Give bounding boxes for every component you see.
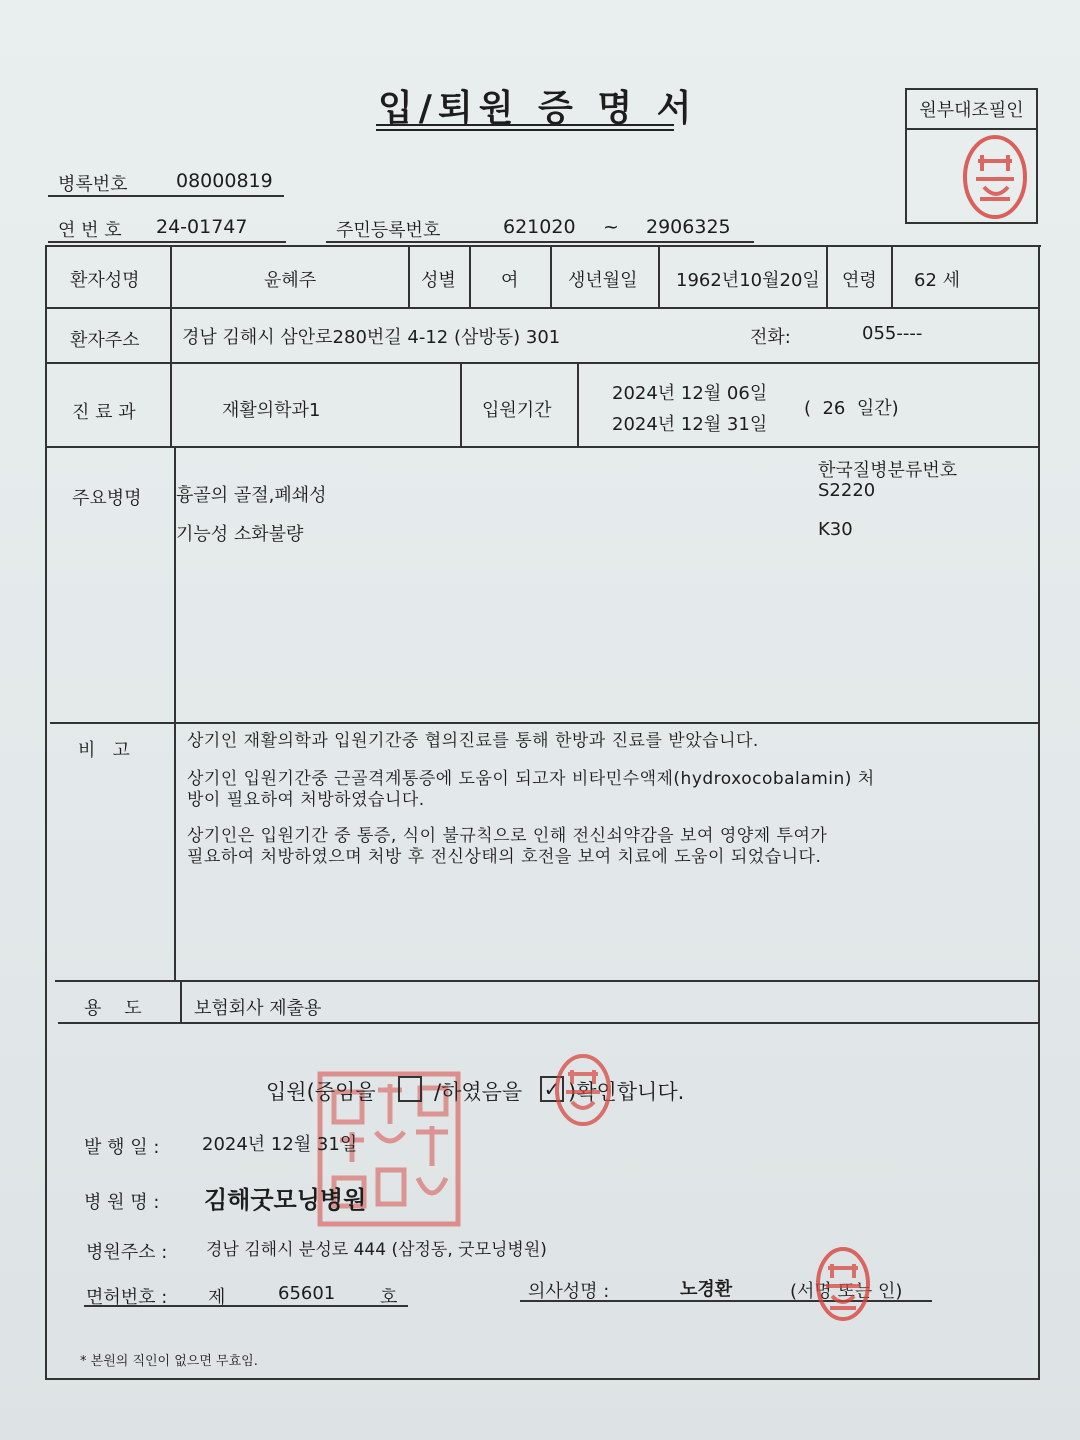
document-title: 입/퇴원 증 명 서 — [378, 88, 698, 129]
row-divider-5 — [55, 980, 1038, 982]
row-divider-4 — [50, 722, 1038, 724]
issue-date-label: 발 행 일 : — [84, 1137, 160, 1158]
admission-start: 2024년 12월 06일 — [612, 383, 768, 404]
patient-name-label: 환자성명 — [70, 270, 140, 291]
footnote: * 본원의 직인이 없으면 무효임. — [80, 1354, 258, 1369]
issue-date: 2024년 12월 31일 — [202, 1134, 358, 1155]
hospital-address: 경남 김해시 분성로 444 (삼정동, 굿모닝병원) — [206, 1240, 547, 1260]
seal-box-label: 원부대조필인 — [907, 90, 1036, 130]
rrn-label: 주민등록번호 — [336, 220, 441, 241]
diagnosis-name-2: 기능성 소화불량 — [176, 524, 304, 545]
verification-stamp-icon — [958, 133, 1032, 221]
chart-no-label: 병록번호 — [58, 174, 128, 195]
col-divider-sex — [408, 245, 410, 308]
remark-paragraph-3: 상기인은 입원기간 중 통증, 식이 불규칙으로 인해 전신쇠약감을 보여 영양제 투여가 필요하여 처방하였으며 처방 후 전신상태의 호전을 보여 치료에 도움이 되었습니다. — [187, 826, 828, 867]
chart-no-value: 08000819 — [176, 170, 273, 192]
rrn-underline — [326, 241, 754, 243]
address-label: 환자주소 — [70, 330, 140, 351]
doctor-seal-icon — [552, 1052, 614, 1128]
col-divider-age — [826, 245, 828, 308]
purpose-value: 보험회사 제출용 — [194, 998, 322, 1019]
license-suffix: 호 — [380, 1287, 398, 1308]
doctor-name-label: 의사성명 : — [528, 1281, 610, 1302]
kcd-code-header: 한국질병분류번호 — [818, 460, 958, 481]
doctor-signature-seal-icon — [812, 1244, 874, 1324]
col-divider-dob — [550, 245, 552, 308]
remark-paragraph-1: 상기인 재활의학과 입원기간중 협의진료를 통해 한방과 진료를 받았습니다. — [187, 731, 759, 751]
table-border-left — [45, 245, 47, 1380]
col-divider-sex-val — [469, 245, 471, 308]
col-divider-age-val — [891, 245, 893, 308]
patient-address: 경남 김해시 삼안로280번길 4-12 (삼방동) 301 — [182, 327, 561, 348]
confirm-prefix: 입원(중임을 — [266, 1080, 376, 1104]
confirm-suffix: )확인합니다. — [568, 1080, 685, 1104]
sex-value: 여 — [501, 270, 519, 291]
serial-no-value: 24-01747 — [156, 216, 248, 238]
hospital-name-label: 병 원 명 : — [84, 1192, 160, 1213]
department-label: 진 료 과 — [72, 402, 136, 423]
license-number: 65601 — [278, 1283, 336, 1304]
diagnosis-label: 주요병명 — [72, 488, 142, 509]
serial-no-underline — [48, 241, 286, 243]
col-divider-label — [170, 245, 172, 447]
sex-label: 성별 — [421, 270, 456, 291]
license-underline — [84, 1305, 408, 1307]
age-value: 62 세 — [914, 270, 961, 291]
phone-label: 전화: — [750, 327, 791, 348]
phone-value: 055---- — [862, 323, 923, 344]
title-underline — [376, 124, 674, 126]
rrn-back: 2906325 — [646, 216, 731, 238]
diagnosis-code-2: K30 — [818, 519, 853, 540]
license-label: 면허번호 : — [86, 1287, 168, 1308]
confirm-middle: /하였음을 — [434, 1080, 523, 1104]
col-divider-period — [460, 362, 462, 448]
signature-hint: (서명 또는 인) — [790, 1281, 903, 1302]
diagnosis-code-1: S2220 — [818, 480, 876, 501]
table-border-right — [1038, 245, 1040, 1380]
completed-checkbox[interactable]: ✓ — [540, 1076, 564, 1102]
remark-paragraph-2: 상기인 입원기간중 근골격계통증에 도움이 되고자 비타민수액제(hydroxocobalamin) 처 방이 필요하여 처방하였습니다. — [187, 769, 875, 810]
doctor-name: 노경환 — [680, 1279, 733, 1300]
hospital-address-label: 병원주소 : — [86, 1242, 168, 1263]
age-label: 연령 — [842, 270, 877, 291]
col-divider-period-val — [577, 362, 579, 448]
col-divider-dob-val — [658, 245, 660, 308]
row-divider-2 — [45, 362, 1040, 364]
dob-label: 생년월일 — [568, 270, 638, 291]
table-border-bottom — [45, 1378, 1040, 1380]
period-label: 입원기간 — [482, 400, 552, 421]
serial-no-label: 연 번 호 — [58, 220, 122, 241]
admission-days: ( 26 일간) — [804, 398, 899, 419]
in-progress-checkbox[interactable] — [398, 1076, 422, 1102]
col-divider-purpose — [180, 980, 182, 1023]
rrn-front: 621020 — [503, 216, 576, 238]
dob-value: 1962년10월20일 — [676, 270, 820, 291]
diagnosis-name-1: 흉골의 골절,폐쇄성 — [176, 485, 327, 506]
department-value: 재활의학과1 — [222, 400, 321, 421]
license-prefix: 제 — [208, 1287, 226, 1308]
row-divider-6 — [58, 1022, 1038, 1024]
hospital-name: 김해굿모닝병원 — [204, 1186, 367, 1214]
title-underline-2 — [376, 129, 674, 131]
admission-end: 2024년 12월 31일 — [612, 414, 768, 435]
rrn-separator: ~ — [603, 216, 619, 238]
remarks-label: 비 고 — [78, 740, 130, 761]
purpose-label: 용 도 — [84, 998, 142, 1019]
row-divider-3 — [45, 446, 1040, 448]
patient-name: 윤혜주 — [264, 270, 317, 291]
chart-no-underline — [48, 195, 284, 197]
